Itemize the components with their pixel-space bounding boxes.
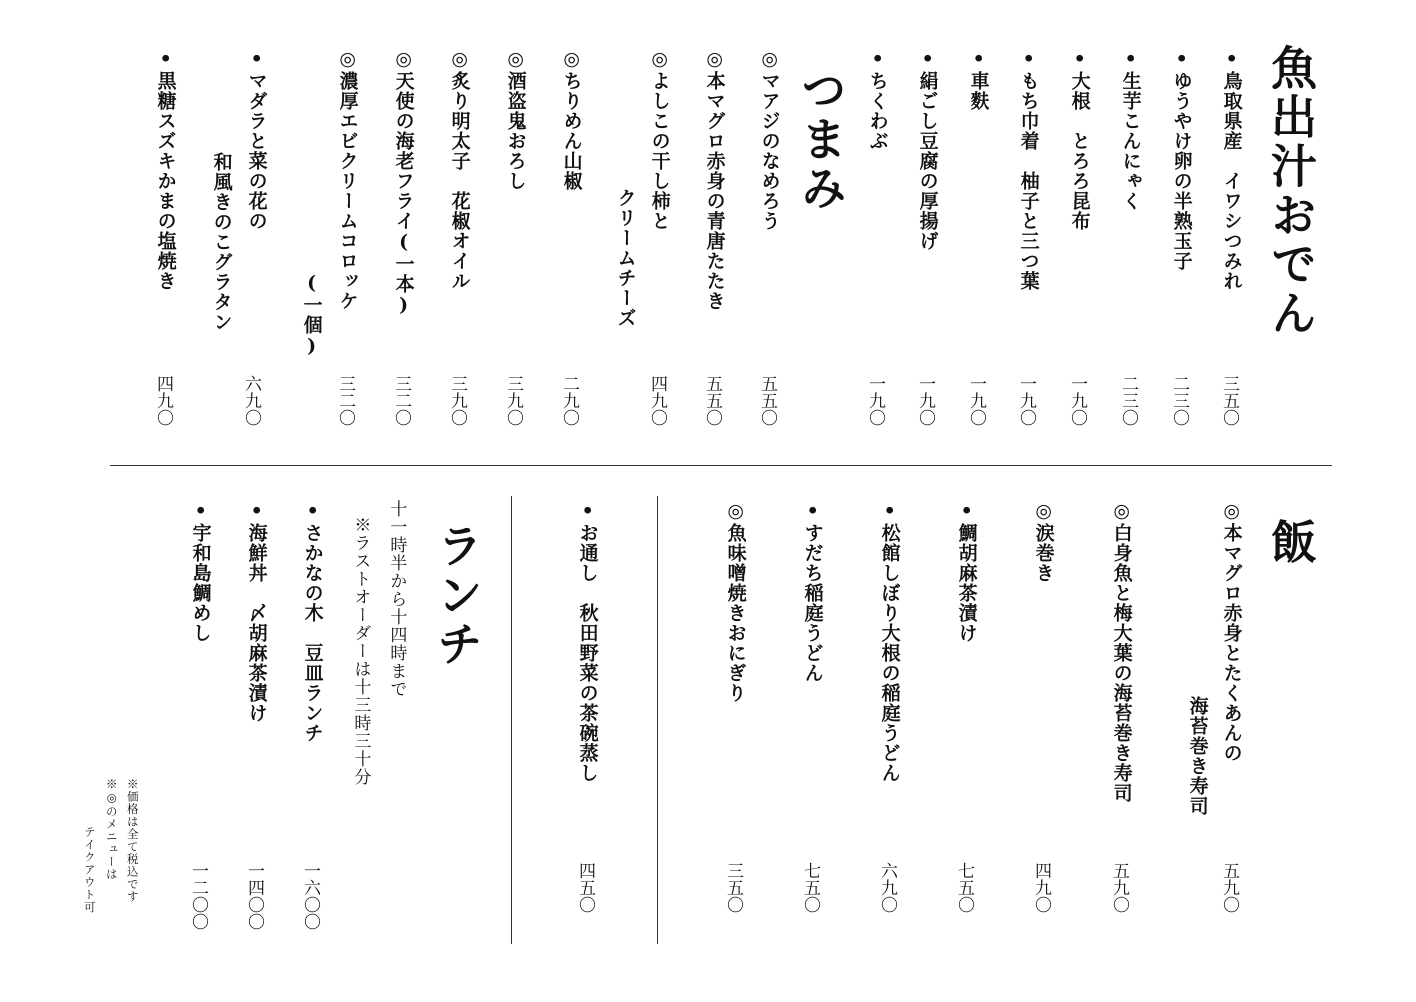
section-divider — [110, 465, 1332, 466]
menu-item-hoshigaki-line2: クリームチーズ — [614, 188, 637, 328]
menu-item-atsuage: •絹ごし豆腐の厚揚げ — [916, 48, 939, 251]
lunch-hours: 十一時半から十四時まで — [386, 500, 407, 698]
price-tamago: 二三〇 — [1169, 375, 1189, 426]
menu-item-korokke: ◎濃厚エビクリームコロッケ — [336, 48, 359, 311]
price-namidamaki: 四九〇 — [1031, 862, 1051, 913]
price-chikuwabu: 一九〇 — [865, 375, 885, 426]
menu-item-suzuki: •黒糖スズキかまの塩焼き — [154, 48, 177, 291]
menu-item-namidamaki: ◎涙巻き — [1032, 500, 1055, 583]
price-mochikinchaku: 一九〇 — [1016, 375, 1036, 426]
price-taichazuke: 七五〇 — [954, 862, 974, 913]
menu-item-daikon-udon: •松館しぼり大根の稲庭うどん — [878, 500, 901, 783]
price-ebifurai: 三二〇 — [391, 375, 411, 426]
menu-item-maguro-sushi-line2: 海苔巻き寿司 — [1186, 696, 1209, 816]
price-kurumafu: 一九〇 — [966, 375, 986, 426]
menu-item-shutou: ◎酒盗鬼おろし — [504, 48, 527, 191]
menu-item-iwashi: •鳥取県産 イワシつみれ — [1220, 48, 1243, 291]
price-daikon: 一九〇 — [1067, 375, 1087, 426]
tsumami-heading: つまみ — [794, 66, 848, 213]
menu-item-daikon: •大根 とろろ昆布 — [1068, 48, 1091, 231]
price-shiromi-sushi: 五九〇 — [1109, 862, 1129, 913]
menu-item-onigiri: ◎魚味噌焼きおにぎり — [724, 500, 747, 703]
price-gratin: 六九〇 — [241, 375, 261, 426]
price-iwashi: 三五〇 — [1219, 375, 1239, 426]
menu-item-mochikinchaku: •もち巾着 柚子と三つ葉 — [1017, 48, 1040, 291]
menu-item-otoshi: •お通し 秋田野菜の茶碗蒸し — [576, 500, 599, 783]
menu-item-mentaiko: ◎炙り明太子 花椒オイル — [448, 48, 471, 291]
menu-item-tamago: •ゆうやけ卵の半熟玉子 — [1170, 48, 1193, 271]
price-shutou: 三九〇 — [503, 375, 523, 426]
menu-item-taichazuke: •鯛胡麻茶漬け — [955, 500, 978, 643]
menu-item-shiromi-sushi: ◎白身魚と梅大葉の海苔巻き寿司 — [1110, 500, 1133, 803]
price-korokke: 三二〇 — [335, 375, 355, 426]
menu-item-chikuwabu: •ちくわぶ — [866, 48, 889, 151]
oden-heading: 魚出汁おでん — [1264, 44, 1318, 338]
menu-item-gratin-line2: 和風きのこグラタン — [210, 152, 233, 332]
price-onigiri: 三五〇 — [723, 862, 743, 913]
price-hoshigaki: 四九〇 — [647, 375, 667, 426]
price-maguro-sushi: 五九〇 — [1219, 862, 1239, 913]
note-tax: ※価格は全て税込です — [125, 778, 140, 903]
menu-item-korokke-line2: (一個) — [300, 272, 323, 358]
price-namerou: 五五〇 — [757, 375, 777, 426]
menu-item-kaisendon: •海鮮丼 〆胡麻茶漬け — [245, 500, 268, 723]
lunch-last-order: ※ラストオーダーは十三時三十分 — [350, 516, 371, 786]
price-maguro-tataki: 五五〇 — [702, 375, 722, 426]
price-mamezara-lunch: 一六〇〇 — [300, 862, 320, 930]
price-otoshi: 四五〇 — [575, 862, 595, 913]
price-daikon-udon: 六九〇 — [877, 862, 897, 913]
divider-meshi-otoshi — [657, 496, 658, 944]
menu-item-ebifurai: ◎天使の海老フライ(一本) — [392, 48, 415, 317]
menu-item-konnyaku: •生芋こんにゃく — [1119, 48, 1142, 211]
price-kaisendon: 一四〇〇 — [244, 862, 264, 930]
note-takeout: ※◎のメニューは — [104, 778, 119, 881]
price-chirimen: 二九〇 — [559, 375, 579, 426]
price-atsuage: 一九〇 — [915, 375, 935, 426]
menu-item-mamezara-lunch: •さかなの木 豆皿ランチ — [301, 500, 324, 743]
menu-item-gratin: •マダラと菜の花の — [245, 48, 268, 231]
divider-otoshi-lunch — [511, 496, 512, 944]
menu-item-taimeshi: •宇和島鯛めし — [189, 500, 212, 643]
lunch-heading: ランチ — [430, 522, 484, 669]
menu-item-chirimen: ◎ちりめん山椒 — [560, 48, 583, 191]
meshi-heading: 飯 — [1264, 518, 1318, 567]
menu-item-namerou: ◎マアジのなめろう — [758, 48, 781, 231]
price-taimeshi: 一二〇〇 — [188, 862, 208, 930]
price-suzuki: 四九〇 — [153, 375, 173, 426]
menu-item-maguro-tataki: ◎本マグロ赤身の青唐たたき — [703, 48, 726, 311]
menu-item-sudachi-udon: •すだち稲庭うどん — [801, 500, 824, 683]
price-mentaiko: 三九〇 — [447, 375, 467, 426]
note-takeout-line2: テイクアウト可 — [82, 826, 97, 914]
price-konnyaku: 二三〇 — [1118, 375, 1138, 426]
price-sudachi-udon: 七五〇 — [800, 862, 820, 913]
menu-item-kurumafu: •車麩 — [967, 48, 990, 111]
menu-item-maguro-sushi: ◎本マグロ赤身とたくあんの — [1220, 500, 1243, 763]
menu-item-hoshigaki: ◎よしこの干し柿と — [648, 48, 671, 231]
